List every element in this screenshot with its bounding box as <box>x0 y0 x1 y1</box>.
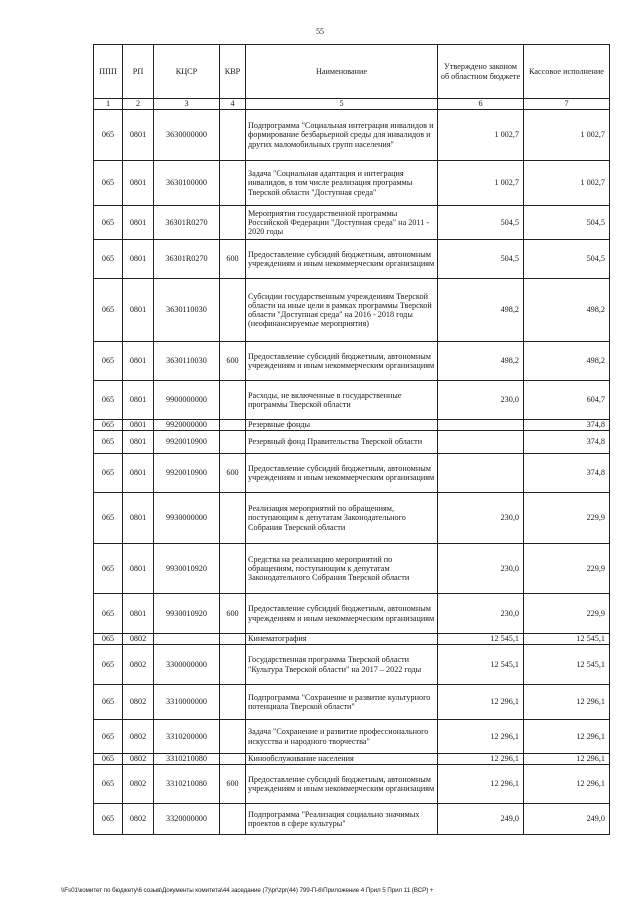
cell-name: Реализация мероприятий по обращениям, поступающим к депутатам Законодательного Собрания Тверской области <box>246 493 438 544</box>
cell-ppp: 065 <box>94 342 123 381</box>
table-row <box>94 594 610 634</box>
header-cash: Кассовое исполнение <box>524 45 610 99</box>
cell-kvr <box>220 544 246 594</box>
table-row <box>94 720 610 754</box>
column-number: 4 <box>220 99 246 110</box>
cell-approved: 504,5 <box>438 240 524 279</box>
header-row <box>94 45 610 99</box>
cell-kvr: 600 <box>220 594 246 634</box>
cell-rp: 0802 <box>123 804 154 835</box>
cell-approved: 12 296,1 <box>438 754 524 765</box>
cell-approved: 12 296,1 <box>438 720 524 754</box>
cell-approved: 12 545,1 <box>438 634 524 645</box>
cell-cash: 374,8 <box>524 454 610 493</box>
cell-ppp: 065 <box>94 431 123 454</box>
cell-kvr: 600 <box>220 454 246 493</box>
cell-approved: 230,0 <box>438 544 524 594</box>
cell-kvr <box>220 804 246 835</box>
cell-ppp: 065 <box>94 804 123 835</box>
cell-kvr <box>220 493 246 544</box>
cell-cash: 374,8 <box>524 431 610 454</box>
cell-cash: 12 296,1 <box>524 720 610 754</box>
cell-approved: 1 002,7 <box>438 110 524 161</box>
cell-kcsr: 3630110030 <box>154 342 220 381</box>
table-row <box>94 493 610 544</box>
cell-name: Предоставление субсидий бюджетным, автономным учреждениям и иным некоммерческим организациям <box>246 240 438 279</box>
cell-kcsr: 3630000000 <box>154 110 220 161</box>
cell-kvr <box>220 420 246 431</box>
cell-rp: 0801 <box>123 420 154 431</box>
cell-kcsr: 9930010920 <box>154 594 220 634</box>
table-row <box>94 685 610 720</box>
cell-name: Резервные фонды <box>246 420 438 431</box>
cell-ppp: 065 <box>94 240 123 279</box>
cell-name: Предоставление субсидий бюджетным, автономным учреждениям и иным некоммерческим организациям <box>246 454 438 493</box>
cell-name: Резервный фонд Правительства Тверской области <box>246 431 438 454</box>
cell-cash: 498,2 <box>524 342 610 381</box>
cell-rp: 0801 <box>123 342 154 381</box>
cell-cash: 229,9 <box>524 594 610 634</box>
table-row <box>94 804 610 835</box>
cell-cash: 374,8 <box>524 420 610 431</box>
cell-cash: 229,9 <box>524 493 610 544</box>
cell-kcsr: 3310000000 <box>154 685 220 720</box>
cell-name: Государственная программа Тверской области "Культура Тверской области" на 2017 – 2022 годы <box>246 645 438 685</box>
cell-kvr: 600 <box>220 240 246 279</box>
cell-rp: 0801 <box>123 493 154 544</box>
cell-rp: 0802 <box>123 754 154 765</box>
cell-approved: 12 296,1 <box>438 685 524 720</box>
table-row <box>94 110 610 161</box>
cell-ppp: 065 <box>94 765 123 804</box>
cell-rp: 0801 <box>123 206 154 240</box>
cell-approved <box>438 420 524 431</box>
header-kcsr: КЦСР <box>154 45 220 99</box>
cell-name: Подпрограмма "Сохранение и развитие культурного потенциала Тверской области" <box>246 685 438 720</box>
table-row <box>94 279 610 342</box>
cell-kcsr: 36301R0270 <box>154 206 220 240</box>
table-row <box>94 431 610 454</box>
cell-rp: 0802 <box>123 634 154 645</box>
table-row <box>94 206 610 240</box>
cell-rp: 0801 <box>123 594 154 634</box>
cell-rp: 0801 <box>123 544 154 594</box>
table-row <box>94 420 610 431</box>
cell-kvr: 600 <box>220 765 246 804</box>
cell-name: Предоставление субсидий бюджетным, автономным учреждениям и иным некоммерческим организациям <box>246 594 438 634</box>
cell-approved: 12 296,1 <box>438 765 524 804</box>
cell-name: Расходы, не включенные в государственные программы Тверской области <box>246 381 438 420</box>
cell-kcsr <box>154 634 220 645</box>
cell-approved: 498,2 <box>438 279 524 342</box>
cell-kcsr: 9930000000 <box>154 493 220 544</box>
column-number: 6 <box>438 99 524 110</box>
cell-rp: 0801 <box>123 161 154 206</box>
cell-kcsr: 9930010920 <box>154 544 220 594</box>
cell-name: Подпрограмма "Реализация социально значимых проектов в сфере культуры" <box>246 804 438 835</box>
cell-rp: 0801 <box>123 110 154 161</box>
column-number: 3 <box>154 99 220 110</box>
cell-approved: 230,0 <box>438 381 524 420</box>
cell-ppp: 065 <box>94 754 123 765</box>
header-name: Наименование <box>246 45 438 99</box>
cell-name: Мероприятия государственной программы Российской Федерации "Доступная среда" на 2011 - 2020 годы <box>246 206 438 240</box>
cell-cash: 12 296,1 <box>524 685 610 720</box>
cell-rp: 0801 <box>123 454 154 493</box>
table-row <box>94 634 610 645</box>
file-path-footer: \\Fs01\комитет по бюджету\6 созыв\Документы комитета\44 заседание (7)\pr\zpr(44) 799-П-6\Приложение 4 Прил 5 Прил 11 (ВСР) + <box>61 887 434 894</box>
header-ppp: ППП <box>94 45 123 99</box>
cell-rp: 0802 <box>123 685 154 720</box>
cell-kcsr: 9920010900 <box>154 431 220 454</box>
table-header <box>94 45 610 110</box>
cell-cash: 12 296,1 <box>524 754 610 765</box>
cell-ppp: 065 <box>94 161 123 206</box>
cell-kvr <box>220 110 246 161</box>
cell-kvr <box>220 431 246 454</box>
cell-approved <box>438 454 524 493</box>
cell-approved: 498,2 <box>438 342 524 381</box>
cell-cash: 229,9 <box>524 544 610 594</box>
table-row <box>94 645 610 685</box>
cell-name: Задача "Социальная адаптация и интеграция инвалидов, в том числе реализация программы Тверской области "Доступная среда" <box>246 161 438 206</box>
cell-name: Подпрограмма "Социальная интеграция инвалидов и формирование безбарьерной среды для инвалидов и других маломобильных групп населения" <box>246 110 438 161</box>
cell-approved: 230,0 <box>438 594 524 634</box>
cell-rp: 0801 <box>123 431 154 454</box>
cell-kvr <box>220 206 246 240</box>
cell-ppp: 065 <box>94 279 123 342</box>
cell-kvr <box>220 634 246 645</box>
cell-rp: 0801 <box>123 240 154 279</box>
cell-kcsr: 3630100000 <box>154 161 220 206</box>
cell-cash: 504,5 <box>524 240 610 279</box>
cell-kvr <box>220 279 246 342</box>
cell-name: Средства на реализацию мероприятий по обращениям, поступающим к депутатам Законодательного Собрания Тверской области <box>246 544 438 594</box>
table-row <box>94 754 610 765</box>
cell-ppp: 065 <box>94 206 123 240</box>
cell-ppp: 065 <box>94 381 123 420</box>
cell-name: Задача "Сохранение и развитие профессионального искусства и народного творчества" <box>246 720 438 754</box>
cell-cash: 498,2 <box>524 279 610 342</box>
cell-cash: 12 545,1 <box>524 634 610 645</box>
cell-ppp: 065 <box>94 720 123 754</box>
table-row <box>94 161 610 206</box>
cell-name: Кинематография <box>246 634 438 645</box>
cell-kvr <box>220 645 246 685</box>
cell-kvr <box>220 381 246 420</box>
cell-name: Кинообслуживание населения <box>246 754 438 765</box>
table-row <box>94 381 610 420</box>
cell-kcsr: 3310200000 <box>154 720 220 754</box>
table-body <box>94 110 610 835</box>
table-row <box>94 240 610 279</box>
column-number-row <box>94 99 610 110</box>
cell-approved: 504,5 <box>438 206 524 240</box>
cell-ppp: 065 <box>94 110 123 161</box>
cell-kcsr: 36301R0270 <box>154 240 220 279</box>
cell-approved: 12 545,1 <box>438 645 524 685</box>
table-row <box>94 454 610 493</box>
cell-kcsr: 3310210080 <box>154 765 220 804</box>
budget-table <box>93 44 610 835</box>
cell-kcsr: 3320000000 <box>154 804 220 835</box>
cell-rp: 0801 <box>123 279 154 342</box>
cell-name: Субсидии государственным учреждениям Тверской области на иные цели в рамках программы Тверской области "Доступная среда" на 2016 - 2018 годы (неофинансируемые мероприятия) <box>246 279 438 342</box>
cell-name: Предоставление субсидий бюджетным, автономным учреждениям и иным некоммерческим организациям <box>246 765 438 804</box>
cell-cash: 1 002,7 <box>524 161 610 206</box>
cell-rp: 0802 <box>123 720 154 754</box>
column-number: 2 <box>123 99 154 110</box>
cell-kvr <box>220 685 246 720</box>
cell-ppp: 065 <box>94 645 123 685</box>
cell-ppp: 065 <box>94 685 123 720</box>
cell-ppp: 065 <box>94 493 123 544</box>
cell-ppp: 065 <box>94 420 123 431</box>
cell-kvr <box>220 161 246 206</box>
table-row <box>94 544 610 594</box>
header-kvr: КВР <box>220 45 246 99</box>
page-number: 55 <box>316 27 324 36</box>
table-row <box>94 765 610 804</box>
cell-kcsr: 3300000000 <box>154 645 220 685</box>
cell-kcsr: 3310210080 <box>154 754 220 765</box>
column-number: 5 <box>246 99 438 110</box>
cell-kvr: 600 <box>220 342 246 381</box>
cell-cash: 12 296,1 <box>524 765 610 804</box>
column-number: 1 <box>94 99 123 110</box>
cell-cash: 504,5 <box>524 206 610 240</box>
cell-approved: 249,0 <box>438 804 524 835</box>
cell-cash: 249,0 <box>524 804 610 835</box>
cell-cash: 1 002,7 <box>524 110 610 161</box>
cell-ppp: 065 <box>94 594 123 634</box>
cell-rp: 0802 <box>123 645 154 685</box>
table-row <box>94 342 610 381</box>
cell-ppp: 065 <box>94 634 123 645</box>
cell-cash: 604,7 <box>524 381 610 420</box>
cell-approved <box>438 431 524 454</box>
cell-ppp: 065 <box>94 454 123 493</box>
column-number: 7 <box>524 99 610 110</box>
cell-approved: 230,0 <box>438 493 524 544</box>
cell-kvr <box>220 720 246 754</box>
cell-ppp: 065 <box>94 544 123 594</box>
cell-cash: 12 545,1 <box>524 645 610 685</box>
cell-kcsr: 3630110030 <box>154 279 220 342</box>
cell-approved: 1 002,7 <box>438 161 524 206</box>
cell-kcsr: 9920010900 <box>154 454 220 493</box>
header-approved: Утверждено законом об областном бюджете <box>438 45 524 99</box>
header-rp: РП <box>123 45 154 99</box>
cell-kcsr: 9900000000 <box>154 381 220 420</box>
cell-rp: 0801 <box>123 381 154 420</box>
cell-kcsr: 9920000000 <box>154 420 220 431</box>
cell-name: Предоставление субсидий бюджетным, автономным учреждениям и иным некоммерческим организациям <box>246 342 438 381</box>
cell-kvr <box>220 754 246 765</box>
cell-rp: 0802 <box>123 765 154 804</box>
